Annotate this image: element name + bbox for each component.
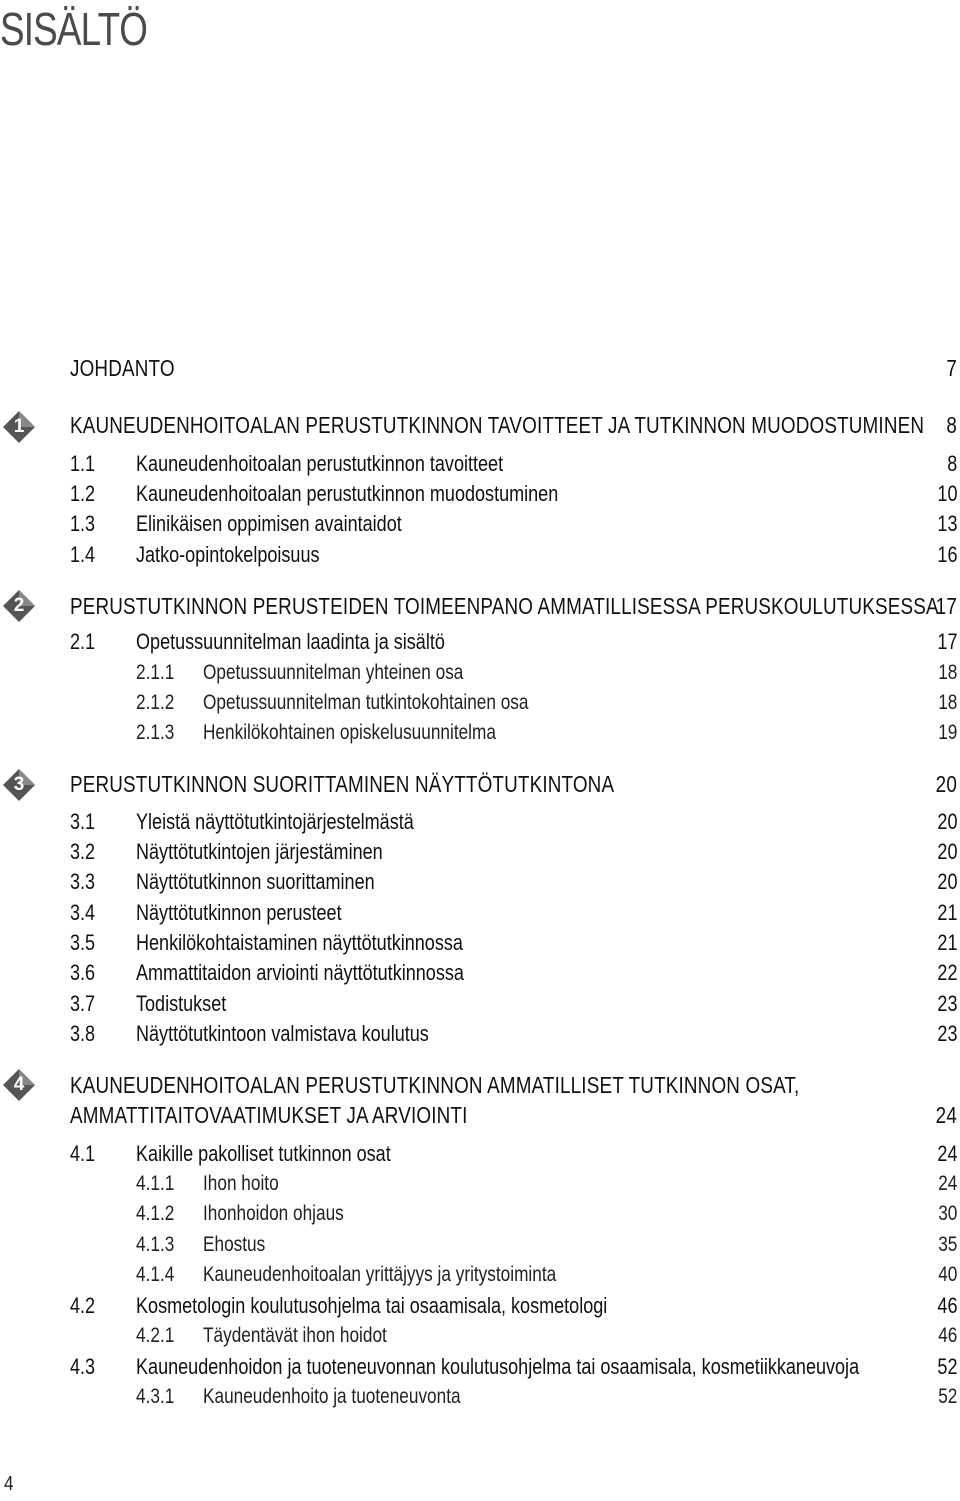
toc-entry-number: 2.1	[70, 629, 96, 654]
toc-entry-title: Kaikille pakolliset tutkinnon osat	[136, 1141, 391, 1166]
toc-entry[interactable]	[0, 449, 960, 479]
toc-entry[interactable]	[0, 837, 960, 867]
toc-entry[interactable]	[0, 1382, 960, 1412]
chapter-badge-number: 4	[13, 1074, 25, 1095]
toc-entry-title: Opetussuunnitelman tutkintokohtainen osa	[203, 691, 529, 714]
toc-entry-number: 2.1.2	[136, 691, 175, 714]
chapter-badge-number: 3	[13, 774, 25, 795]
toc-entry-number: 2.1.3	[136, 721, 175, 744]
toc-chapter-entry[interactable]	[0, 591, 960, 621]
toc-entry-page: 19	[937, 721, 957, 744]
toc-entry-title: Kauneudenhoidon ja tuoteneuvonnan koulutusohjelma tai osaamisala, kosmetiikkaneuvoja	[136, 1354, 860, 1379]
toc-entry-number: 1.3	[70, 511, 96, 536]
toc-entry-page: 18	[937, 691, 957, 714]
toc-entry-page: 52	[937, 1385, 957, 1408]
toc-entry[interactable]	[0, 1230, 960, 1260]
toc-entry-page: 20	[936, 839, 957, 864]
toc-entry-page: 20	[936, 869, 957, 894]
toc-chapter-entry[interactable]	[0, 1070, 960, 1100]
toc-entry-page: 13	[936, 511, 957, 536]
toc-entry[interactable]	[0, 658, 960, 688]
toc-entry-page: 52	[936, 1354, 957, 1379]
toc-entry-title: Ehostus	[203, 1233, 266, 1256]
toc-entry-title: Ammattitaidon arviointi näyttötutkinnossa	[136, 960, 464, 985]
toc-entry[interactable]	[0, 627, 960, 657]
toc-entry-title: Näyttötutkinnon perusteet	[136, 900, 342, 925]
toc-entry-page: 46	[936, 1293, 957, 1318]
toc-entry-title: Ihon hoito	[203, 1172, 279, 1195]
toc-entry-title: JOHDANTO	[70, 355, 175, 381]
toc-chapter-entry[interactable]	[0, 353, 960, 383]
toc-entry-page: 20	[936, 809, 957, 834]
toc-entry-title: Kauneudenhoitoalan yrittäjyys ja yritystoiminta	[203, 1263, 557, 1286]
toc-entry[interactable]	[0, 1169, 960, 1199]
toc-entry[interactable]	[0, 1321, 960, 1351]
toc-entry[interactable]	[0, 1019, 960, 1049]
toc-entry-page: 8	[946, 412, 957, 438]
page-title: SISÄLTÖ	[0, 3, 148, 55]
toc-entry-title: AMMATTITAITOVAATIMUKSET JA ARVIOINTI	[70, 1102, 468, 1128]
toc-entry-page: 24	[935, 1102, 957, 1128]
toc-entry-title: Todistukset	[136, 991, 227, 1016]
toc-entry-number: 3.1	[70, 809, 96, 834]
toc-entry-page: 35	[937, 1233, 957, 1256]
toc-entry[interactable]	[0, 479, 960, 509]
toc-entry[interactable]	[0, 688, 960, 718]
toc-entry[interactable]	[0, 958, 960, 988]
toc-entry[interactable]	[0, 989, 960, 1019]
toc-entry-title: Ihonhoidon ohjaus	[203, 1202, 344, 1225]
toc-entry-page: 21	[936, 900, 957, 925]
toc-entry[interactable]	[0, 1260, 960, 1290]
toc-entry-page: 22	[936, 960, 957, 985]
toc-entry-number: 4.2.1	[136, 1324, 175, 1347]
chapter-badge-number: 1	[13, 416, 25, 437]
toc-entry-title: PERUSTUTKINNON PERUSTEIDEN TOIMEENPANO AMMATILLISESSA PERUSKOULUTUKSESSA	[70, 593, 939, 619]
toc-entry[interactable]	[0, 540, 960, 570]
toc-entry-number: 1.1	[70, 451, 96, 476]
toc-entry-number: 1.4	[70, 542, 96, 567]
toc-entry-title: Henkilökohtainen opiskelusuunnitelma	[203, 721, 496, 744]
toc-entry-number: 4.3.1	[136, 1385, 175, 1408]
toc-entry[interactable]	[0, 718, 960, 748]
toc-entry-number: 1.2	[70, 481, 96, 506]
toc-entry-page: 10	[936, 481, 957, 506]
chapter-badge-number: 2	[13, 595, 25, 616]
toc-entry-number: 2.1.1	[136, 661, 175, 684]
toc-entry-number: 4.1.1	[136, 1172, 175, 1195]
chapter-badge-4	[2, 1068, 36, 1102]
toc-entry-title: Jatko-opintokelpoisuus	[136, 542, 320, 567]
toc-entry-page: 16	[936, 542, 957, 567]
toc-entry-page: 17	[936, 629, 957, 654]
toc-entry-page: 24	[937, 1172, 957, 1195]
toc-entry-number: 3.8	[70, 1021, 96, 1046]
toc-entry-number: 4.3	[70, 1354, 96, 1379]
toc-entry[interactable]	[0, 509, 960, 539]
toc-entry-page: 18	[937, 661, 957, 684]
toc-entry[interactable]	[0, 807, 960, 837]
toc-entry-title: Näyttötutkinnon suorittaminen	[136, 869, 375, 894]
toc-entry-title: Näyttötutkintoon valmistava koulutus	[136, 1021, 429, 1046]
toc-entry-title: Yleistä näyttötutkintojärjestelmästä	[136, 809, 414, 834]
chapter-badge-1	[2, 410, 36, 444]
toc-entry-number: 3.2	[70, 839, 96, 864]
toc-entry-title: Opetussuunnitelman laadinta ja sisältö	[136, 629, 445, 654]
toc-entry[interactable]	[0, 1139, 960, 1169]
toc-entry-page: 23	[936, 1021, 957, 1046]
toc-entry-title: Opetussuunnitelman yhteinen osa	[203, 661, 464, 684]
toc-entry-title: Elinikäisen oppimisen avaintaidot	[136, 511, 402, 536]
toc-entry-title: PERUSTUTKINNON SUORITTAMINEN NÄYTTÖTUTKINTONA	[70, 771, 615, 797]
toc-entry-title: Kauneudenhoito ja tuoteneuvonta	[203, 1385, 461, 1408]
chapter-badge-2	[2, 589, 36, 623]
toc-entry[interactable]	[0, 867, 960, 897]
toc-chapter-entry[interactable]	[0, 769, 960, 799]
toc-entry-title: KAUNEUDENHOITOALAN PERUSTUTKINNON AMMATILLISET TUTKINNON OSAT,	[70, 1072, 800, 1098]
toc-entry-page: 46	[937, 1324, 957, 1347]
page-number: 4	[4, 1473, 14, 1495]
toc-entry-title: Kauneudenhoitoalan perustutkinnon tavoitteet	[136, 451, 504, 476]
toc-entry-number: 4.1.2	[136, 1202, 175, 1225]
toc-entry-number: 3.5	[70, 930, 96, 955]
toc-entry[interactable]	[0, 1291, 960, 1321]
toc-entry-page: 21	[936, 930, 957, 955]
toc-entry-page: 17	[935, 593, 957, 619]
chapter-badge-3	[2, 768, 36, 802]
toc-entry-number: 3.3	[70, 869, 96, 894]
toc-chapter-entry[interactable]	[0, 410, 960, 440]
toc-entry-page: 23	[936, 991, 957, 1016]
toc-entry-page: 8	[946, 451, 957, 476]
toc-entry-number: 3.4	[70, 900, 96, 925]
toc-entry-title: Kosmetologin koulutusohjelma tai osaamisala, kosmetologi	[136, 1293, 608, 1318]
toc-entry-title: Näyttötutkintojen järjestäminen	[136, 839, 383, 864]
toc-entry-number: 4.1.3	[136, 1233, 175, 1256]
toc-entry[interactable]	[0, 898, 960, 928]
toc-entry[interactable]	[0, 1352, 960, 1382]
toc-entry-title: Täydentävät ihon hoidot	[203, 1324, 387, 1347]
toc-entry-title: KAUNEUDENHOITOALAN PERUSTUTKINNON TAVOITTEET JA TUTKINNON MUODOSTUMINEN	[70, 412, 925, 438]
toc-entry-number: 3.6	[70, 960, 96, 985]
toc-entry-page: 24	[936, 1141, 957, 1166]
toc-entry-number: 4.2	[70, 1293, 96, 1318]
toc-entry-title: Kauneudenhoitoalan perustutkinnon muodostuminen	[136, 481, 559, 506]
toc-entry-page: 20	[935, 771, 957, 797]
toc-entry-number: 4.1.4	[136, 1263, 175, 1286]
toc-entry[interactable]	[0, 928, 960, 958]
toc-entry-page: 7	[946, 355, 957, 381]
toc-chapter-entry[interactable]	[0, 1100, 960, 1130]
toc-entry-page: 30	[937, 1202, 957, 1225]
toc-entry-number: 3.7	[70, 991, 96, 1016]
toc-entry[interactable]	[0, 1199, 960, 1229]
toc-entry-page: 40	[937, 1263, 957, 1286]
toc-entry-number: 4.1	[70, 1141, 96, 1166]
toc-entry-title: Henkilökohtaistaminen näyttötutkinnossa	[136, 930, 463, 955]
